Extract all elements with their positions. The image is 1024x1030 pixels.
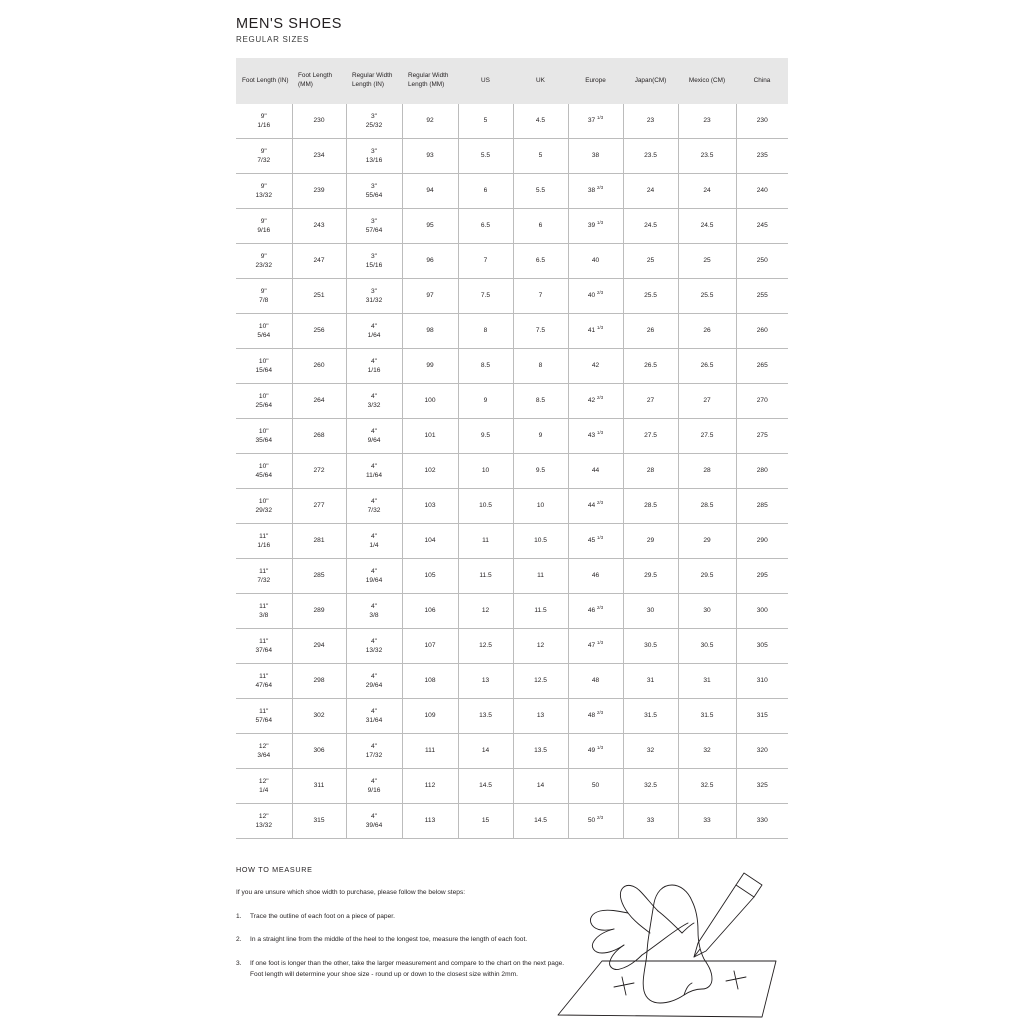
size-chart-table: [236, 58, 788, 839]
cell-europe: 40: [568, 244, 623, 279]
cell-foot-length-in: 12" 3/64: [236, 734, 292, 769]
cell-regular-width-length-in: 4" 1/64: [346, 314, 402, 349]
cell-china: 230: [736, 104, 788, 139]
cell-uk: 6.5: [513, 244, 568, 279]
cell-mexico: 32.5: [678, 769, 736, 804]
page-title: MEN'S SHOES: [236, 16, 343, 32]
cell-china: 315: [736, 699, 788, 734]
table-row: [236, 594, 788, 629]
cell-regular-width-length-in: 4" 29/64: [346, 664, 402, 699]
cell-mexico: 23.5: [678, 139, 736, 174]
cell-mexico: 30.5: [678, 629, 736, 664]
cell-foot-length-in: 9" 7/32: [236, 139, 292, 174]
cell-uk: 10.5: [513, 524, 568, 559]
cell-regular-width-length-in: 4" 9/16: [346, 769, 402, 804]
cell-uk: 9: [513, 419, 568, 454]
column-header-regular-width-length-in: Regular Width Length (IN): [346, 58, 402, 104]
cell-regular-width-length-mm: 98: [402, 314, 458, 349]
cell-foot-length-in: 9" 9/16: [236, 209, 292, 244]
cell-mexico: 32: [678, 734, 736, 769]
cell-china: 265: [736, 349, 788, 384]
step-number: 2.: [236, 936, 242, 944]
cell-uk: 4.5: [513, 104, 568, 139]
cell-japan: 23.5: [623, 139, 678, 174]
cell-foot-length-in: 9" 1/16: [236, 104, 292, 139]
cell-uk: 5.5: [513, 174, 568, 209]
cell-regular-width-length-in: 3" 25/32: [346, 104, 402, 139]
cell-us: 14.5: [458, 769, 513, 804]
cell-regular-width-length-mm: 113: [402, 804, 458, 839]
table-header-row: [236, 58, 788, 104]
column-header-regular-width-length-mm: Regular Width Length (MM): [402, 58, 458, 104]
cell-foot-length-in: 9" 23/32: [236, 244, 292, 279]
cell-us: 6: [458, 174, 513, 209]
table-row: [236, 559, 788, 594]
table-row: [236, 454, 788, 489]
cell-japan: 28.5: [623, 489, 678, 524]
cell-europe: 45 $^{1/3}$: [568, 524, 623, 559]
cell-foot-length-mm: 251: [292, 279, 346, 314]
cell-regular-width-length-mm: 97: [402, 279, 458, 314]
cell-foot-length-in: 11" 3/8: [236, 594, 292, 629]
cell-regular-width-length-mm: 108: [402, 664, 458, 699]
cell-china: 235: [736, 139, 788, 174]
cell-regular-width-length-in: 4" 3/32: [346, 384, 402, 419]
cell-japan: 24: [623, 174, 678, 209]
cell-europe: 41 $^{1/3}$: [568, 314, 623, 349]
cell-regular-width-length-mm: 100: [402, 384, 458, 419]
cell-europe: 48: [568, 664, 623, 699]
cell-europe: 44 $^{2/3}$: [568, 489, 623, 524]
cell-regular-width-length-in: 4" 3/8: [346, 594, 402, 629]
cell-us: 13.5: [458, 699, 513, 734]
cell-regular-width-length-in: 3" 55/64: [346, 174, 402, 209]
cell-us: 5: [458, 104, 513, 139]
cell-uk: 13: [513, 699, 568, 734]
cell-uk: 10: [513, 489, 568, 524]
step-text: In a straight line from the middle of the heel to the longest toe, measure the length of each foot.: [250, 936, 528, 944]
cell-regular-width-length-mm: 99: [402, 349, 458, 384]
cell-foot-length-in: 11" 47/64: [236, 664, 292, 699]
column-header-japan: Japan(CM): [623, 58, 678, 104]
cell-japan: 26.5: [623, 349, 678, 384]
cell-japan: 33: [623, 804, 678, 839]
cell-japan: 23: [623, 104, 678, 139]
cell-uk: 11.5: [513, 594, 568, 629]
cell-regular-width-length-mm: 105: [402, 559, 458, 594]
cell-foot-length-mm: 230: [292, 104, 346, 139]
table-row: [236, 664, 788, 699]
column-header-china: China: [736, 58, 788, 104]
column-header-uk: UK: [513, 58, 568, 104]
cell-japan: 31.5: [623, 699, 678, 734]
cell-us: 5.5: [458, 139, 513, 174]
cell-foot-length-mm: 281: [292, 524, 346, 559]
cell-uk: 14: [513, 769, 568, 804]
page-subtitle: REGULAR SIZES: [236, 35, 310, 44]
cell-foot-length-in: 12" 13/32: [236, 804, 292, 839]
table-row: [236, 244, 788, 279]
cell-china: 295: [736, 559, 788, 594]
cell-europe: 38: [568, 139, 623, 174]
cell-regular-width-length-mm: 94: [402, 174, 458, 209]
cell-regular-width-length-mm: 92: [402, 104, 458, 139]
cell-japan: 24.5: [623, 209, 678, 244]
cell-us: 10: [458, 454, 513, 489]
cell-uk: 12.5: [513, 664, 568, 699]
cell-regular-width-length-in: 3" 31/32: [346, 279, 402, 314]
column-header-europe: Europe: [568, 58, 623, 104]
table-row: [236, 314, 788, 349]
cell-uk: 7.5: [513, 314, 568, 349]
cell-regular-width-length-in: 4" 7/32: [346, 489, 402, 524]
cell-us: 15: [458, 804, 513, 839]
cell-us: 11: [458, 524, 513, 559]
cell-regular-width-length-mm: 107: [402, 629, 458, 664]
cell-mexico: 27.5: [678, 419, 736, 454]
how-to-measure-section: [236, 865, 788, 981]
cell-europe: 43 $^{1/3}$: [568, 419, 623, 454]
cell-foot-length-in: 10" 25/64: [236, 384, 292, 419]
cell-japan: 27.5: [623, 419, 678, 454]
cell-regular-width-length-mm: 109: [402, 699, 458, 734]
cell-foot-length-in: 11" 37/64: [236, 629, 292, 664]
cell-uk: 14.5: [513, 804, 568, 839]
cell-foot-length-in: 10" 15/64: [236, 349, 292, 384]
cell-foot-length-mm: 239: [292, 174, 346, 209]
table-row: [236, 804, 788, 839]
cell-foot-length-mm: 256: [292, 314, 346, 349]
cell-foot-length-mm: 294: [292, 629, 346, 664]
cell-japan: 29.5: [623, 559, 678, 594]
cell-us: 12.5: [458, 629, 513, 664]
cell-us: 8: [458, 314, 513, 349]
column-header-us: US: [458, 58, 513, 104]
cell-foot-length-mm: 264: [292, 384, 346, 419]
cell-japan: 32: [623, 734, 678, 769]
cell-foot-length-mm: 243: [292, 209, 346, 244]
cell-mexico: 24.5: [678, 209, 736, 244]
cell-mexico: 26.5: [678, 349, 736, 384]
cell-mexico: 33: [678, 804, 736, 839]
cell-foot-length-in: 9" 7/8: [236, 279, 292, 314]
cell-foot-length-in: 11" 57/64: [236, 699, 292, 734]
cell-foot-length-mm: 277: [292, 489, 346, 524]
cell-japan: 29: [623, 524, 678, 559]
cell-europe: 38 $^{2/3}$: [568, 174, 623, 209]
cell-china: 300: [736, 594, 788, 629]
cell-china: 260: [736, 314, 788, 349]
cell-foot-length-in: 12" 1/4: [236, 769, 292, 804]
how-to-measure-step: [236, 935, 568, 946]
cell-foot-length-mm: 247: [292, 244, 346, 279]
cell-foot-length-in: 9" 13/32: [236, 174, 292, 209]
cell-china: 280: [736, 454, 788, 489]
cell-mexico: 28: [678, 454, 736, 489]
cell-foot-length-in: 10" 35/64: [236, 419, 292, 454]
cell-uk: 9.5: [513, 454, 568, 489]
cell-foot-length-mm: 311: [292, 769, 346, 804]
cell-foot-length-in: 10" 5/64: [236, 314, 292, 349]
cell-china: 320: [736, 734, 788, 769]
cell-us: 6.5: [458, 209, 513, 244]
cell-europe: 49 $^{1/3}$: [568, 734, 623, 769]
table-row: [236, 769, 788, 804]
cell-us: 12: [458, 594, 513, 629]
cell-mexico: 27: [678, 384, 736, 419]
table-row: [236, 384, 788, 419]
cell-europe: 42: [568, 349, 623, 384]
column-header-mexico: Mexico (CM): [678, 58, 736, 104]
cell-uk: 6: [513, 209, 568, 244]
cell-mexico: 25.5: [678, 279, 736, 314]
cell-regular-width-length-mm: 93: [402, 139, 458, 174]
how-to-measure-intro: If you are unsure which shoe width to purchase, please follow the below steps:: [236, 889, 466, 896]
cell-regular-width-length-mm: 103: [402, 489, 458, 524]
cell-regular-width-length-mm: 102: [402, 454, 458, 489]
cell-us: 9.5: [458, 419, 513, 454]
cell-us: 11.5: [458, 559, 513, 594]
cell-europe: 47 $^{1/3}$: [568, 629, 623, 664]
cell-mexico: 29: [678, 524, 736, 559]
cell-japan: 30: [623, 594, 678, 629]
cell-mexico: 28.5: [678, 489, 736, 524]
cell-europe: 40 $^{2/3}$: [568, 279, 623, 314]
cell-regular-width-length-in: 3" 57/64: [346, 209, 402, 244]
cell-foot-length-mm: 289: [292, 594, 346, 629]
cell-regular-width-length-mm: 106: [402, 594, 458, 629]
table-row: [236, 209, 788, 244]
table-row: [236, 629, 788, 664]
how-to-measure-step: [236, 912, 568, 923]
table-row: [236, 139, 788, 174]
table-row: [236, 349, 788, 384]
table-row: [236, 419, 788, 454]
cell-japan: 27: [623, 384, 678, 419]
cell-regular-width-length-mm: 101: [402, 419, 458, 454]
cell-europe: 48 $^{2/3}$: [568, 699, 623, 734]
cell-foot-length-in: 10" 45/64: [236, 454, 292, 489]
cell-regular-width-length-in: 4" 9/64: [346, 419, 402, 454]
cell-europe: 42 $^{2/3}$: [568, 384, 623, 419]
cell-regular-width-length-in: 4" 1/16: [346, 349, 402, 384]
table-row: [236, 279, 788, 314]
table-row: [236, 734, 788, 769]
table-row: [236, 104, 788, 139]
cell-china: 285: [736, 489, 788, 524]
cell-uk: 8: [513, 349, 568, 384]
cell-china: 275: [736, 419, 788, 454]
cell-us: 13: [458, 664, 513, 699]
cell-us: 8.5: [458, 349, 513, 384]
cell-foot-length-mm: 306: [292, 734, 346, 769]
cell-uk: 8.5: [513, 384, 568, 419]
cell-europe: 50: [568, 769, 623, 804]
cell-mexico: 31: [678, 664, 736, 699]
cell-china: 310: [736, 664, 788, 699]
cell-us: 7: [458, 244, 513, 279]
cell-mexico: 26: [678, 314, 736, 349]
cell-foot-length-mm: 315: [292, 804, 346, 839]
table-row: [236, 699, 788, 734]
cell-foot-length-mm: 234: [292, 139, 346, 174]
cell-uk: 5: [513, 139, 568, 174]
cell-us: 14: [458, 734, 513, 769]
cell-regular-width-length-in: 4" 19/64: [346, 559, 402, 594]
cell-regular-width-length-mm: 111: [402, 734, 458, 769]
cell-us: 10.5: [458, 489, 513, 524]
table-row: [236, 524, 788, 559]
cell-foot-length-mm: 298: [292, 664, 346, 699]
cell-foot-length-in: 11" 7/32: [236, 559, 292, 594]
cell-uk: 7: [513, 279, 568, 314]
cell-mexico: 29.5: [678, 559, 736, 594]
cell-china: 290: [736, 524, 788, 559]
cell-regular-width-length-in: 4" 13/32: [346, 629, 402, 664]
table-row: [236, 489, 788, 524]
cell-china: 250: [736, 244, 788, 279]
cell-regular-width-length-mm: 104: [402, 524, 458, 559]
how-to-measure-step: [236, 959, 568, 981]
cell-europe: 44: [568, 454, 623, 489]
cell-regular-width-length-in: 4" 31/64: [346, 699, 402, 734]
cell-japan: 32.5: [623, 769, 678, 804]
cell-regular-width-length-in: 4" 39/64: [346, 804, 402, 839]
cell-japan: 26: [623, 314, 678, 349]
cell-regular-width-length-in: 4" 17/32: [346, 734, 402, 769]
foot-tracing-illustration: [548, 865, 796, 1025]
cell-regular-width-length-mm: 112: [402, 769, 458, 804]
cell-mexico: 23: [678, 104, 736, 139]
cell-china: 270: [736, 384, 788, 419]
cell-us: 9: [458, 384, 513, 419]
cell-regular-width-length-in: 4" 11/64: [346, 454, 402, 489]
cell-mexico: 25: [678, 244, 736, 279]
cell-china: 305: [736, 629, 788, 664]
cell-mexico: 30: [678, 594, 736, 629]
cell-uk: 11: [513, 559, 568, 594]
cell-europe: 50 $^{2/3}$: [568, 804, 623, 839]
step-number: 1.: [236, 912, 242, 920]
cell-china: 240: [736, 174, 788, 209]
cell-regular-width-length-mm: 95: [402, 209, 458, 244]
cell-mexico: 31.5: [678, 699, 736, 734]
column-header-foot-length-mm: Foot Length (MM): [292, 58, 346, 104]
cell-foot-length-mm: 285: [292, 559, 346, 594]
cell-japan: 30.5: [623, 629, 678, 664]
step-text: If one foot is longer than the other, take the larger measurement and compare to the chart on the next page. Foot length will determine your shoe size - round up or down to the closest size within 2mm.: [250, 960, 565, 979]
cell-regular-width-length-in: 3" 13/16: [346, 139, 402, 174]
cell-foot-length-in: 11" 1/16: [236, 524, 292, 559]
cell-foot-length-mm: 260: [292, 349, 346, 384]
step-number: 3.: [236, 960, 242, 968]
cell-regular-width-length-in: 3" 15/16: [346, 244, 402, 279]
cell-regular-width-length-mm: 96: [402, 244, 458, 279]
cell-foot-length-mm: 268: [292, 419, 346, 454]
cell-china: 325: [736, 769, 788, 804]
cell-europe: 37 $^{1/3}$: [568, 104, 623, 139]
size-chart-page: [236, 16, 788, 994]
how-to-measure-heading: HOW TO MEASURE: [236, 865, 313, 874]
cell-japan: 31: [623, 664, 678, 699]
cell-foot-length-mm: 272: [292, 454, 346, 489]
cell-europe: 46: [568, 559, 623, 594]
cell-mexico: 24: [678, 174, 736, 209]
table-body: [236, 104, 788, 839]
cell-regular-width-length-in: 4" 1/4: [346, 524, 402, 559]
cell-foot-length-mm: 302: [292, 699, 346, 734]
cell-europe: 39 $^{1/3}$: [568, 209, 623, 244]
cell-uk: 12: [513, 629, 568, 664]
cell-europe: 46 $^{2/3}$: [568, 594, 623, 629]
cell-china: 245: [736, 209, 788, 244]
cell-japan: 25.5: [623, 279, 678, 314]
step-text: Trace the outline of each foot on a piece of paper.: [250, 912, 395, 920]
cell-japan: 28: [623, 454, 678, 489]
cell-china: 330: [736, 804, 788, 839]
table-row: [236, 174, 788, 209]
cell-us: 7.5: [458, 279, 513, 314]
column-header-foot-length-in: Foot Length (IN): [236, 58, 292, 104]
cell-japan: 25: [623, 244, 678, 279]
cell-foot-length-in: 10" 29/32: [236, 489, 292, 524]
cell-uk: 13.5: [513, 734, 568, 769]
cell-china: 255: [736, 279, 788, 314]
